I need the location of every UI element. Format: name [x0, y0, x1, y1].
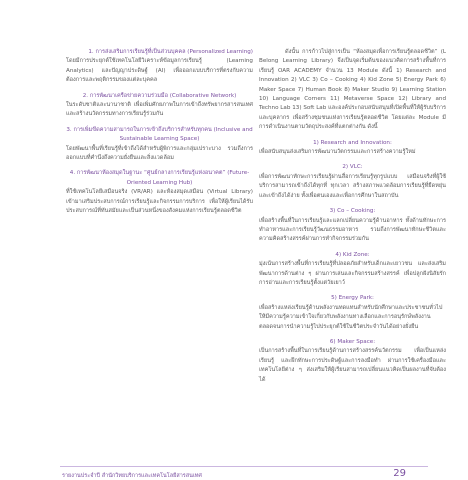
- intro-paragraph: ดังนั้น การก้าวไปสู่การเป็น “ห้องสมุดเพื่อการเรียนรู้ตลอดชีวิต” (L Belong Learning Library) จึงเป็นจุดเริ่มต้นของแนวคิดการสร้างพื้นที่การเรียนรู้ OAR ACADEMY จำนวน 13 Module ดังนี้ 1) Research and Innovation 2) VLC 3) Co – Cooking 4) Kid Zone 5) Energy Park 6) Maker Space 7) Human Book 8) Maker Studio 9) Learning Station 10) Language Corners 11) Metaverse Space 12) Library and Techno Lab 13) Soft Lab และองค์ประกอบสนับสนุนที่เปิดพื้นที่ให้ผู้รับบริการและบุคลากร เพื่อสร้างชุมชนแห่งการเรียนรู้ตลอดชีวิต โดยแต่ละ Module มีการดำเนินงานตามวัตถุประสงค์ที่แตกต่างกัน ดังนี้: [259, 49, 446, 131]
- strategy-text: โดยพัฒนาพื้นที่เรียนรู้ที่เข้าถึงได้สำหรับผู้พิการและกลุ่มเปราะบาง รวมถึงการออกแบบที่คำนึงถึงความยั่งยืนและสิ่งแวดล้อม: [66, 145, 253, 162]
- strategy-item-4: [66, 169, 253, 216]
- module-text: เพื่อสร้างพื้นที่ในการเรียนรู้และแลกเปลี่ยนความรู้ด้านอาหาร ทั้งด้านทักษะการทำอาหารและการเรียนรู้วัฒนธรรมอาหาร รวมถึงการพัฒนาทักษะชีวิตและความคิดสร้างสรรค์ผ่านการทำกิจกรรมร่วมกัน: [259, 217, 446, 243]
- strategy-heading: 2. การพัฒนาเครือข่ายความร่วมมือ (Collaborative Network): [82, 92, 237, 99]
- footer-divider: [60, 466, 428, 467]
- module-text: เพื่อสนับสนุนส่งเสริมการพัฒนานวัตกรรมและการสร้างความรู้ใหม่: [259, 149, 416, 156]
- module-item-4: [259, 251, 446, 289]
- module-heading: 1) Research and Innovation:: [313, 139, 392, 146]
- strategy-text: ที่ใช้เทคโนโลยีเสมือนจริง (VR/AR) และห้องสมุดเสมือน (Virtual Library) เข้ามาเสริมประสบการณ์การเรียนรู้และกิจกรรมการบริการ เพื่อให้ผู้เรียนได้รับประสบการณ์ที่ทันสมัยและเป็นส่วนหนึ่งของสังคมแห่งการเรียนรู้ตลอดชีวิต: [66, 189, 253, 215]
- strategy-item-2: [66, 92, 253, 120]
- footer-report-title: รายงานประจำปี สำนักวิทยบริการและเทคโนโลยีสารสนเทศ: [62, 473, 202, 479]
- module-text: เป็นการสร้างพื้นที่ในการเรียนรู้ด้านการสร้างสรรค์นวัตกรรม เพื่อเป็นแหล่งเรียนรู้ และฝึกทักษะการประดิษฐ์และการลงมือทำ ผ่านการใช้เครื่องมือและเทคโนโลยีต่าง ๆ ส่งเสริมให้ผู้เรียนสามารถเปลี่ยนแนวคิดเป็นผลงานที่จับต้องได้: [259, 348, 446, 383]
- strategy-heading: 3. การเพิ่มขีดความสามารถในการเข้าถึงบริการสำหรับทุกคน (Inclusive and Sustainable Learning Space): [66, 126, 253, 143]
- module-heading: 3) Co – Cooking:: [329, 208, 376, 215]
- strategy-heading: 1. การส่งเสริมการเรียนรู้ที่เป็นส่วนบุคคล (Personalized Learning): [88, 49, 253, 55]
- module-text: เพื่อการพัฒนาทักษะการเรียนรู้ผ่านสื่อการเรียนรู้ทุกรูปแบบ เสมือนจริงที่ผู้ใช้บริการสามารถเข้าถึงได้ทุกที่ ทุกเวลา สร้างสภาพแวดล้อมการเรียนรู้ที่ยืดหยุ่นและเข้าถึงได้ง่าย ทั้งเพื่อตนเองและเพื่อการศึกษาในสถาบัน: [259, 173, 446, 199]
- module-text: มุ่งเน้นการสร้างพื้นที่การเรียนรู้ที่ปลอดภัยสำหรับเด็กและเยาวชน และส่งเสริมพัฒนาการด้านต่าง ๆ ผ่านการเล่นและกิจกรรมสร้างสรรค์ เพื่อปลูกฝังนิสัยรักการอ่านและการเรียนรู้ตั้งแต่วัยเยาว์: [259, 261, 446, 286]
- strategy-text: ในระดับชาติและนานาชาติ เพื่อเพิ่มศักยภาพในการเข้าถึงทรัพยากรสารสนเทศและสร้างนวัตกรรมทางการเรียนรู้ร่วมกัน: [66, 102, 253, 118]
- module-heading: 6) Maker Space:: [329, 338, 376, 345]
- strategy-item-3: [66, 126, 253, 164]
- module-item-5: [259, 294, 446, 332]
- strategy-item-1: [66, 48, 253, 86]
- module-item-6: [259, 338, 446, 385]
- strategy-heading: 4. การพัฒนาห้องสมุดในฐานะ “ศูนย์กลางการเรียนรู้แห่งอนาคต” (Future-Oriented Learning Hub): [69, 170, 250, 186]
- page-number: 29: [393, 468, 406, 479]
- left-column: [66, 48, 253, 223]
- module-heading: 5) Energy Park:: [331, 295, 374, 302]
- module-item-3: [259, 207, 446, 245]
- module-heading: 4) Kid Zone:: [335, 251, 370, 258]
- strategy-text: โดยมีการประยุกต์ใช้เทคโนโลยีวิเคราะห์ข้อมูลการเรียนรู้ (Learning Analytics) และปัญญาประดิษฐ์ (AI) เพื่อออกแบบบริการที่ตรงกับความต้องการและพฤติกรรมของแต่ละบุคคล: [66, 58, 253, 84]
- module-heading: 2) VLC:: [342, 164, 363, 171]
- module-item-2: [259, 163, 446, 201]
- right-column: [259, 48, 446, 391]
- module-text: เพื่อสร้างแหล่งเรียนรู้ด้านพลังงานทดแทนสำหรับนักศึกษาและประชาชนทั่วไป ให้มีความรู้ความเข้าใจเกี่ยวกับพลังงานทางเลือกและการอนุรักษ์พลังงาน ตลอดจนการนำความรู้ไปประยุกต์ใช้ในชีวิตประจำวันได้อย่างยั่งยืน: [259, 304, 443, 330]
- module-item-1: [259, 139, 446, 158]
